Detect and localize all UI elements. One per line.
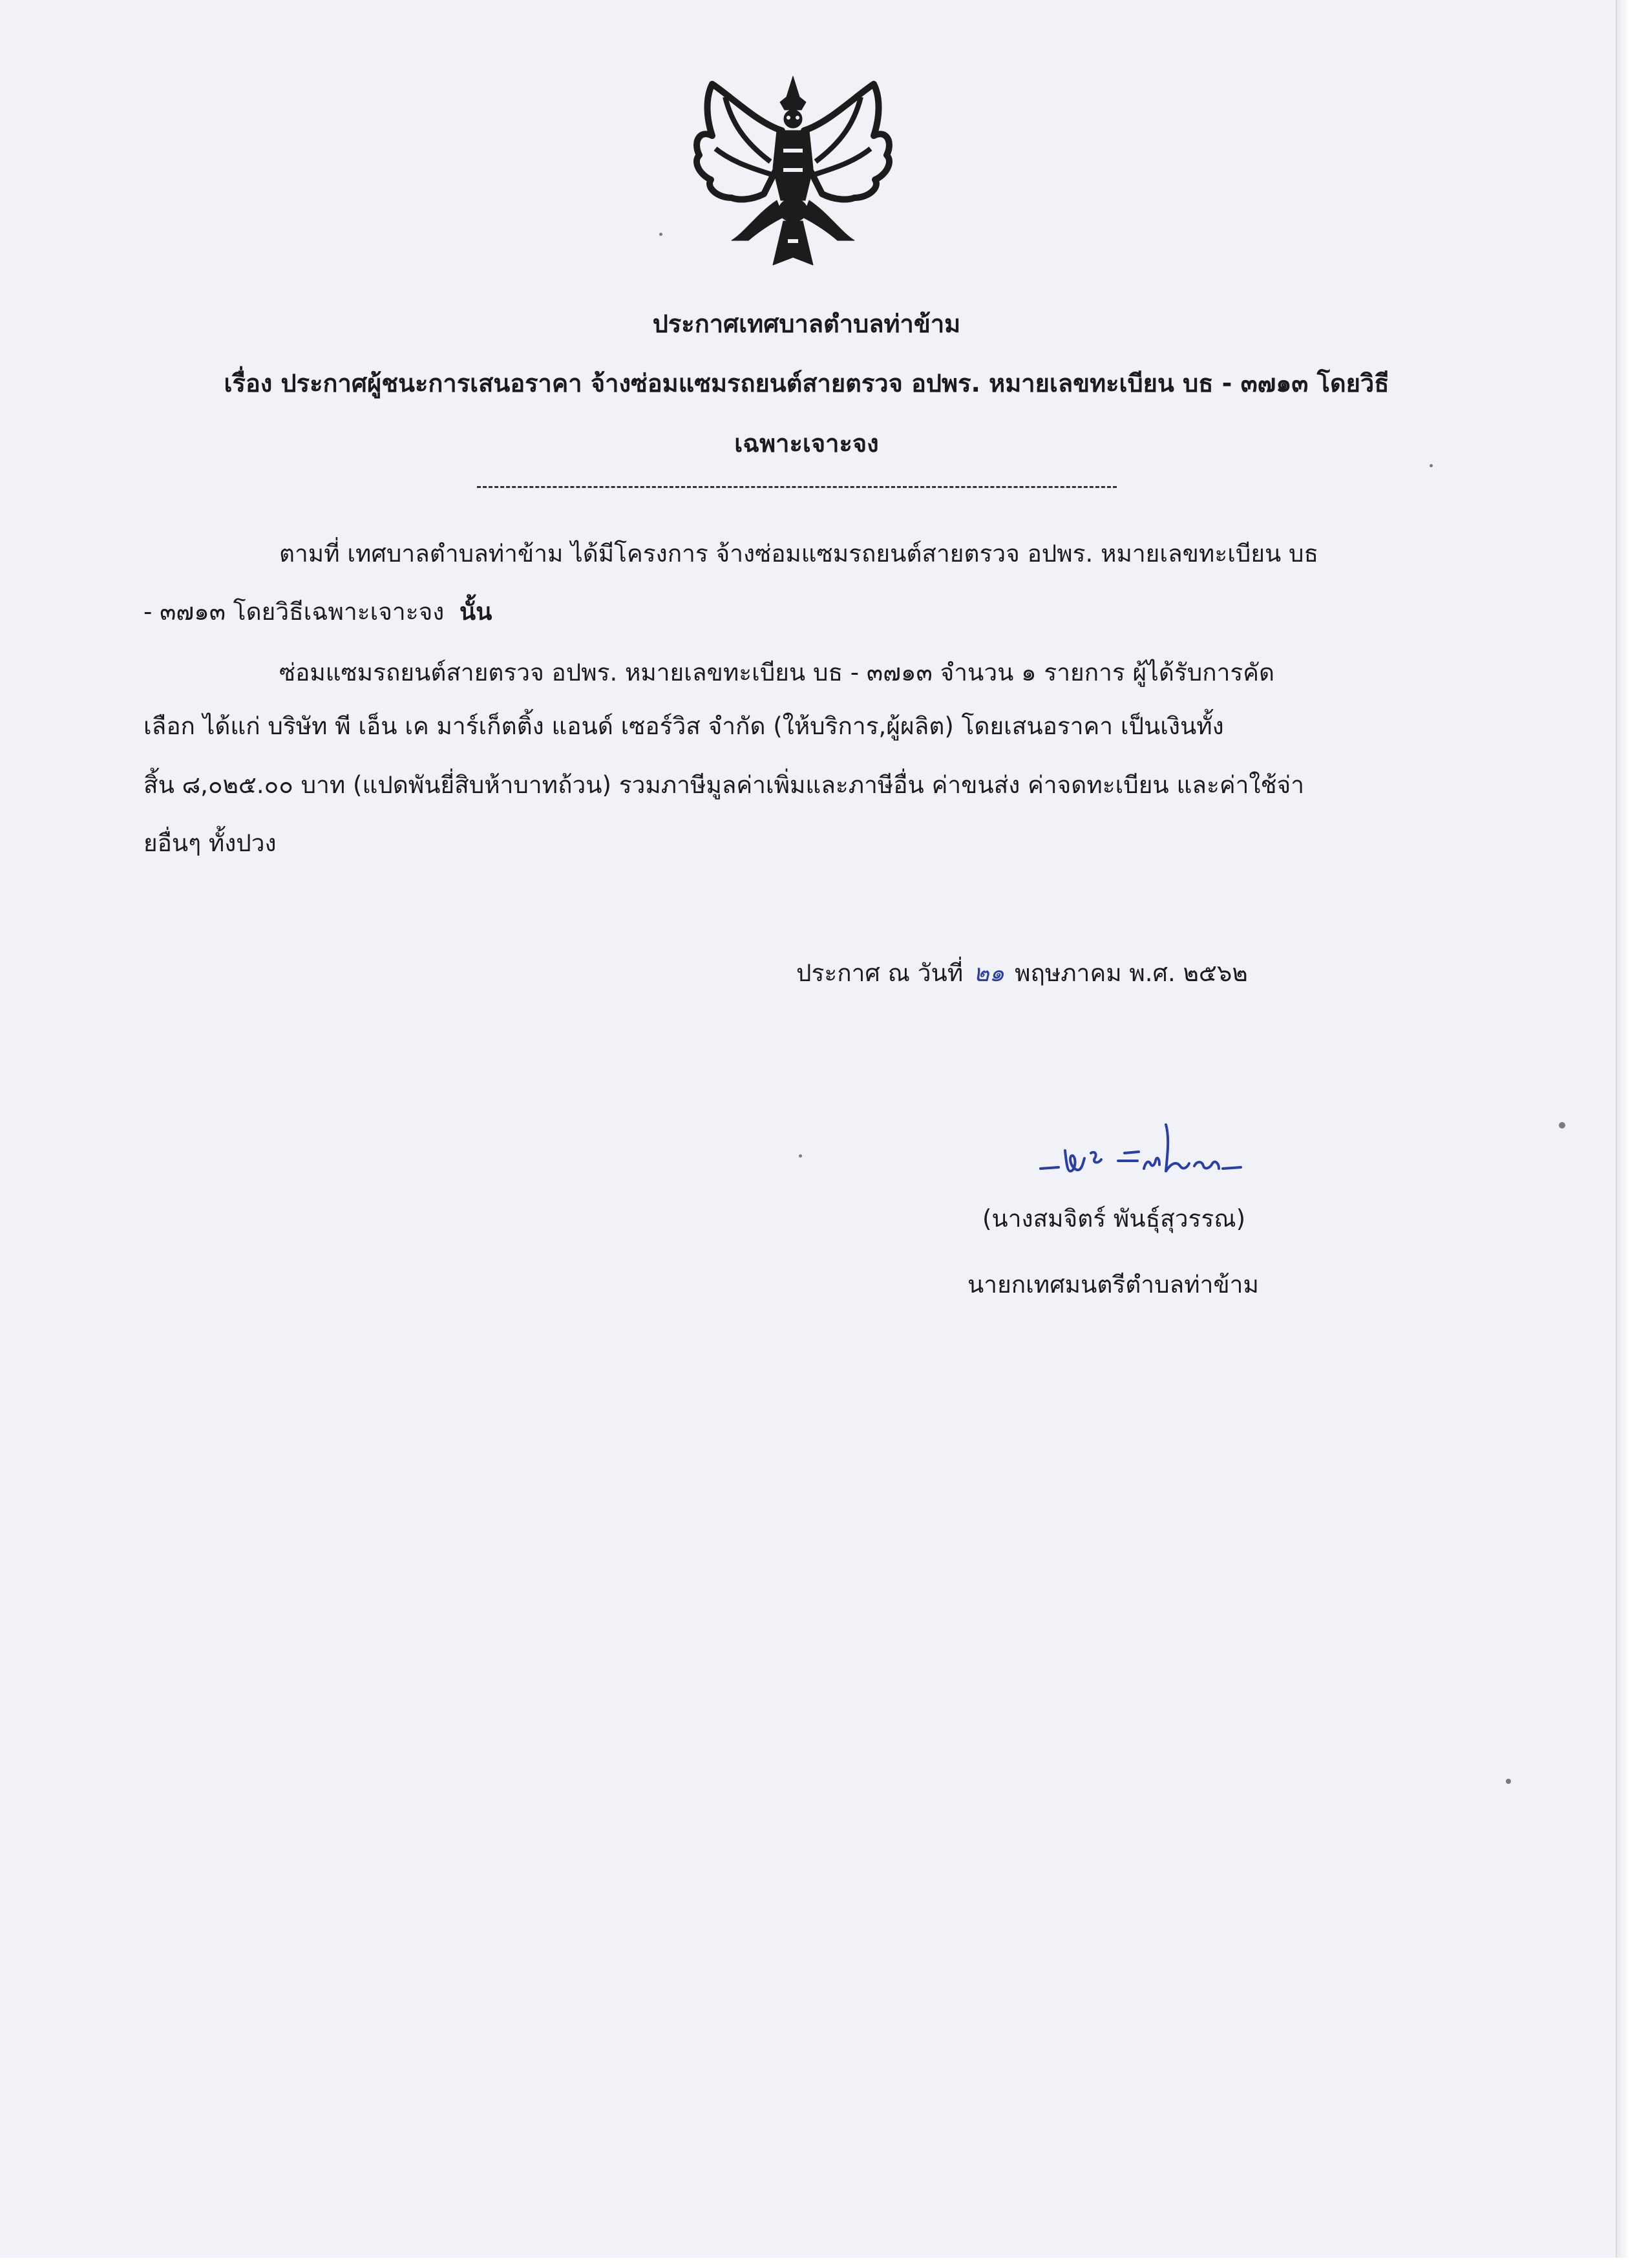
signer-position: นายกเทศมนตรีตำบลท่าข้าม: [967, 1271, 1259, 1298]
announcement-subject-continued: เฉพาะเจาะจง: [734, 429, 879, 458]
scan-speck: [1559, 1122, 1565, 1129]
scan-speck: [659, 233, 662, 236]
announcement-heading: ประกาศเทศบาลตำบลท่าข้าม: [652, 310, 961, 338]
paragraph-2-line-2: เลือก ได้แก่ บริษัท พี เอ็น เค มาร์เก็ตติ้ง แอนด์ เซอร์วิส จำกัด (ให้บริการ,ผู้ผลิต) โดยเสนอราคา เป็นเงินทั้ง: [143, 712, 1224, 740]
paragraph-1-line-2-end: นั้น: [459, 598, 492, 626]
paragraph-1-line-1: ตามที่ เทศบาลตำบลท่าข้าม ได้มีโครงการ จ้างซ่อมแซมรถยนต์สายตรวจ อปพร. หมายเลขทะเบียน บธ: [279, 540, 1319, 567]
announcement-subject: เรื่อง ประกาศผู้ชนะการเสนอราคา จ้างซ่อมแซมรถยนต์สายตรวจ อปพร. หมายเลขทะเบียน บธ - ๓๗๑๓ โดยวิธี: [224, 369, 1389, 397]
date-day-handwritten: ๒๑: [973, 959, 1005, 987]
paragraph-1-line-2: [143, 600, 492, 624]
date-month-year: พฤษภาคม พ.ศ. ๒๕๖๒: [1015, 959, 1248, 987]
paragraph-2-line-1: ซ่อมแซมรถยนต์สายตรวจ อปพร. หมายเลขทะเบียน บธ - ๓๗๑๓ จำนวน ๑ รายการ ผู้ได้รับการคัด: [279, 659, 1275, 686]
dashed-divider: [477, 486, 1117, 488]
paragraph-2-line-4: ยอื่นๆ ทั้งปวง: [143, 829, 277, 857]
date-prefix: ประกาศ ณ วันที่: [796, 959, 964, 987]
scan-edge-right: [1616, 0, 1648, 2268]
paragraph-2-line-3: สิ้น ๘,๐๒๕.๐๐ บาท (แปดพันยี่สิบห้าบาทถ้วน) รวมภาษีมูลค่าเพิ่มและภาษีอื่น ค่าขนส่ง ค่าจดทะเบียน และค่าใช้จ่า: [143, 771, 1305, 799]
scan-speck: [1506, 1779, 1511, 1784]
scan-edge-bottom: [0, 2258, 1648, 2268]
garuda-emblem-icon: [686, 71, 900, 278]
announcement-date: [796, 954, 1248, 992]
signature-mark-icon: [1028, 1099, 1267, 1196]
paragraph-1-line-2-text: - ๓๗๑๓ โดยวิธีเฉพาะเจาะจง: [143, 598, 445, 626]
signer-name: (นางสมจิตร์ พันธุ์สุวรรณ): [982, 1205, 1246, 1233]
scan-speck: [799, 1154, 802, 1158]
scan-speck: [1430, 464, 1433, 467]
